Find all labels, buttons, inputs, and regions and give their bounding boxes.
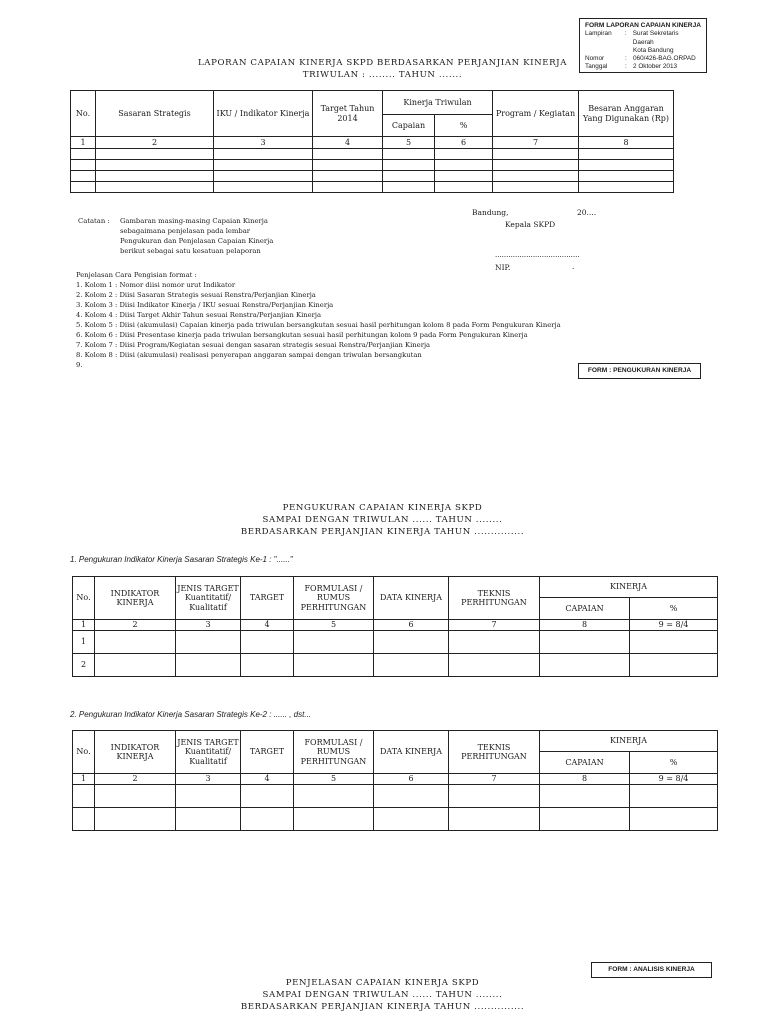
col-header-capaian: CAPAIAN (540, 752, 630, 774)
list-item: 9. (76, 361, 83, 369)
list-item: 3. Kolom 3 : Diisi Indikator Kinerja / IKU sesuai Renstra/Perjanjian Kinerja (76, 301, 334, 309)
column-number-row: 1 2 3 4 5 6 7 8 9 = 8/4 (73, 620, 718, 631)
penjelasan-capaian-subtitle: SAMPAI DENGAN TRIWULAN ...... TAHUN ........ (262, 990, 503, 1000)
sign-role: Kepala SKPD (505, 220, 556, 229)
pengukuran-subtitle: SAMPAI DENGAN TRIWULAN ...... TAHUN ........ (262, 515, 503, 525)
col-header-no: No. (71, 91, 96, 137)
col-header-kinerja: KINERJA (540, 577, 718, 598)
col-header-kinerja: KINERJA (540, 731, 718, 752)
col-header-teknis: TEKNIS PERHITUNGAN (449, 577, 540, 620)
col-header-sasaran: Sasaran Strategis (96, 91, 214, 137)
form-analisis-label: FORM : ANALISIS KINERJA (591, 962, 712, 978)
header-row: Lampiran : Surat Sekretaris Daerah (585, 30, 679, 46)
col-header-no: No. (73, 577, 95, 620)
table-row: 1 (73, 631, 718, 654)
nip-label: NIP. (495, 263, 511, 272)
penjelasan-capaian-title: PENJELASAN CAPAIAN KINERJA SKPD (285, 978, 480, 988)
pengukuran-table-1 (72, 576, 718, 677)
column-number-row: 1 2 3 4 5 6 7 8 (71, 137, 674, 149)
col-header-target: Target Tahun 2014 (313, 91, 383, 137)
sign-year: 20.... (577, 208, 597, 217)
table-caption-2: 2. Pengukuran Indikator Kinerja Sasaran Strategis Ke-2 : ...... , dst... (70, 710, 312, 719)
report-subtitle: TRIWULAN : ........ TAHUN ....... (302, 70, 463, 80)
catatan-text: Gambaran masing-masing Capaian Kinerja sebagaimana penjelasan pada lembar Pengukuran dan Penjelasan Capaian Kinerja berikut sebagai satu kesatuan pelaporan (120, 217, 274, 255)
col-header-kinerja-triwulan: Kinerja Triwulan (383, 91, 493, 115)
laporan-table (70, 90, 674, 193)
list-item: 8. Kolom 8 : Diisi (akumulasi) realisasi penyerapan anggaran sampai dengan triwulan bersangkutan (76, 351, 422, 359)
table-row (71, 149, 674, 160)
list-item: 1. Kolom 1 : Nomor diisi nomor urut Indikator (76, 281, 236, 289)
table-row: 2 (73, 654, 718, 677)
list-item: 7. Kolom 7 : Diisi Program/Kegiatan sesuai dengan sasaran strategis sesuai Renstra/Perjanjian Kinerja (76, 341, 431, 349)
penjelasan-capaian-subtitle-2: BERDASARKAN PERJANJIAN KINERJA TAHUN ............... (240, 1002, 525, 1012)
pengukuran-subtitle-2: BERDASARKAN PERJANJIAN KINERJA TAHUN ............... (240, 527, 525, 537)
list-item: 2. Kolom 2 : Diisi Sasaran Strategis sesuai Renstra/Perjanjian Kinerja (76, 291, 316, 299)
nip-dot: . (572, 262, 575, 271)
table-row (71, 182, 674, 193)
col-header-capaian: Capaian (383, 115, 435, 137)
table-row (73, 785, 718, 808)
col-header-jenis-target: JENIS TARGET Kuantitatif/ Kualitatif (176, 577, 241, 620)
header-row: Tanggal : 2 Oktober 2013 (585, 63, 678, 71)
list-item: 5. Kolom 5 : Diisi (akumulasi) Capaian kinerja pada triwulan bersangkutan sesuai hasil perhitungan kolom 8 pada Form Pengukuran Kinerja (76, 321, 561, 329)
col-header-target: TARGET (241, 731, 294, 774)
table-row (71, 171, 674, 182)
form-header-box (579, 18, 707, 73)
form-pengukuran-label: FORM : PENGUKURAN KINERJA (578, 363, 701, 379)
list-item: 6. Kolom 6 : Diisi Presentase kinerja pada triwulan bersangkutan sesuai hasil perhitungan kolom 9 pada Form Pengukuran Kinerja (76, 331, 528, 339)
col-header-formulasi: FORMULASI / RUMUS PERHITUNGAN (294, 577, 374, 620)
table-caption-1: 1. Pengukuran Indikator Kinerja Sasaran Strategis Ke-1 : "......" (70, 555, 293, 564)
header-row: Nomor : 060/426-BAG.ORPAD (585, 55, 696, 63)
col-header-no: No. (73, 731, 95, 774)
table-row (71, 160, 674, 171)
col-header-indikator: INDIKATOR KINERJA (95, 731, 176, 774)
col-header-target: TARGET (241, 577, 294, 620)
penjelasan-title: Penjelasan Cara Pengisian format : (76, 271, 197, 279)
penjelasan-list (76, 270, 676, 370)
sign-place: Bandung, (472, 208, 509, 217)
report-title: LAPORAN CAPAIAN KINERJA SKPD BERDASARKAN PERJANJIAN KINERJA (197, 58, 568, 68)
col-header-data-kinerja: DATA KINERJA (374, 577, 449, 620)
col-header-capaian: CAPAIAN (540, 598, 630, 620)
col-header-indikator: INDIKATOR KINERJA (95, 577, 176, 620)
pengukuran-table-2 (72, 730, 718, 831)
col-header-percent: % (630, 752, 718, 774)
sign-line: ...................................... (495, 251, 580, 259)
catatan-label: Catatan : (78, 217, 110, 225)
col-header-program: Program / Kegiatan (493, 91, 579, 137)
col-header-formulasi: FORMULASI / RUMUS PERHITUNGAN (294, 731, 374, 774)
col-header-data-kinerja: DATA KINERJA (374, 731, 449, 774)
col-header-teknis: TEKNIS PERHITUNGAN (449, 731, 540, 774)
col-header-anggaran: Besaran Anggaran Yang Digunakan (Rp) (579, 91, 674, 137)
col-header-percent: % (435, 115, 493, 137)
pengukuran-title: PENGUKURAN CAPAIAN KINERJA SKPD (282, 503, 483, 513)
header-row: Kota Bandung (633, 46, 674, 54)
col-header-percent: % (630, 598, 718, 620)
table-row (73, 808, 718, 831)
col-header-jenis-target: JENIS TARGET Kuantitatif/ Kualitatif (176, 731, 241, 774)
form-header-title: FORM LAPORAN CAPAIAN KINERJA (585, 22, 702, 29)
list-item: 4. Kolom 4 : Diisi Target Akhir Tahun sesuai Renstra/Perjanjian Kinerja (76, 311, 322, 319)
col-header-iku: IKU / Indikator Kinerja (214, 91, 313, 137)
column-number-row: 1 2 3 4 5 6 7 8 9 = 8/4 (73, 774, 718, 785)
